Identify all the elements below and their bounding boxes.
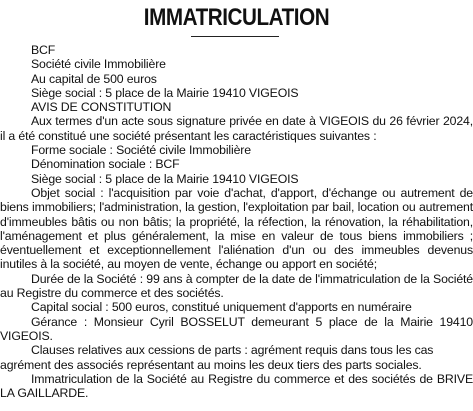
- duration-paragraph: Durée de la Société : 99 ans à compter de la date de l'immatriculation de la Société au Registre du commerce et des sociétés.: [0, 271, 473, 301]
- company-form: Société civile Immobilière: [31, 57, 166, 72]
- share-capital-line: Capital social : 500 euros, constitué uniquement d'apports en numéraire: [31, 300, 412, 315]
- notice-body: [0, 43, 473, 400]
- legal-form-line: Forme sociale : Société civile Immobilière: [31, 143, 251, 158]
- share-transfer-paragraph: Clauses relatives aux cessions de parts : agrément requis dans tous les cas agrément des associés représentant au moins les deux tiers des parts sociales.: [0, 343, 434, 372]
- registration-paragraph: Immatriculation de la Société au Registre du commerce et des sociétés de BRIVE LA GAILLARDE.: [0, 371, 473, 401]
- corporate-purpose-paragraph: Objet social : l'acquisition par voie d'achat, d'apport, d'échange ou autrement de biens immobiliers; l'administration, la gestion, l'exploitation par bail, location ou autrement d'immeubles bâtis ou non bâtis; la propriété, la réfection, la rénovation, la réhabilitation, l'aménagement et plus généralement, la mise en valeur de tous biens immobiliers ; éventuellement et exceptionnellement l'aliénation d'un ou des immeubles devenus inutiles à la société, au moyen de vente, échange ou apport en société;: [0, 185, 473, 272]
- notice-title: IMMATRICULATION: [143, 4, 330, 31]
- notice-intro-paragraph: Aux termes d'un acte sous signature privée en date à VIGEOIS du 26 février 2024, il a été constitué une société présentant les caractéristiques suivantes :: [0, 114, 473, 143]
- company-capital: Au capital de 500 euros: [31, 71, 157, 86]
- title-underline: [191, 36, 279, 37]
- management-paragraph: Gérance : Monsieur Cyril BOSSELUT demeurant 5 place de la Mairie 19410 VIGEOIS.: [0, 314, 473, 343]
- company-seat: Siège social : 5 place de la Mairie 19410 VIGEOIS: [31, 85, 299, 100]
- notice-heading: AVIS DE CONSTITUTION: [31, 100, 172, 115]
- registered-office-line: Siège social : 5 place de la Mairie 19410 VIGEOIS: [31, 171, 299, 186]
- company-name: BCF: [31, 43, 56, 57]
- denomination-line: Dénomination sociale : BCF: [31, 157, 180, 172]
